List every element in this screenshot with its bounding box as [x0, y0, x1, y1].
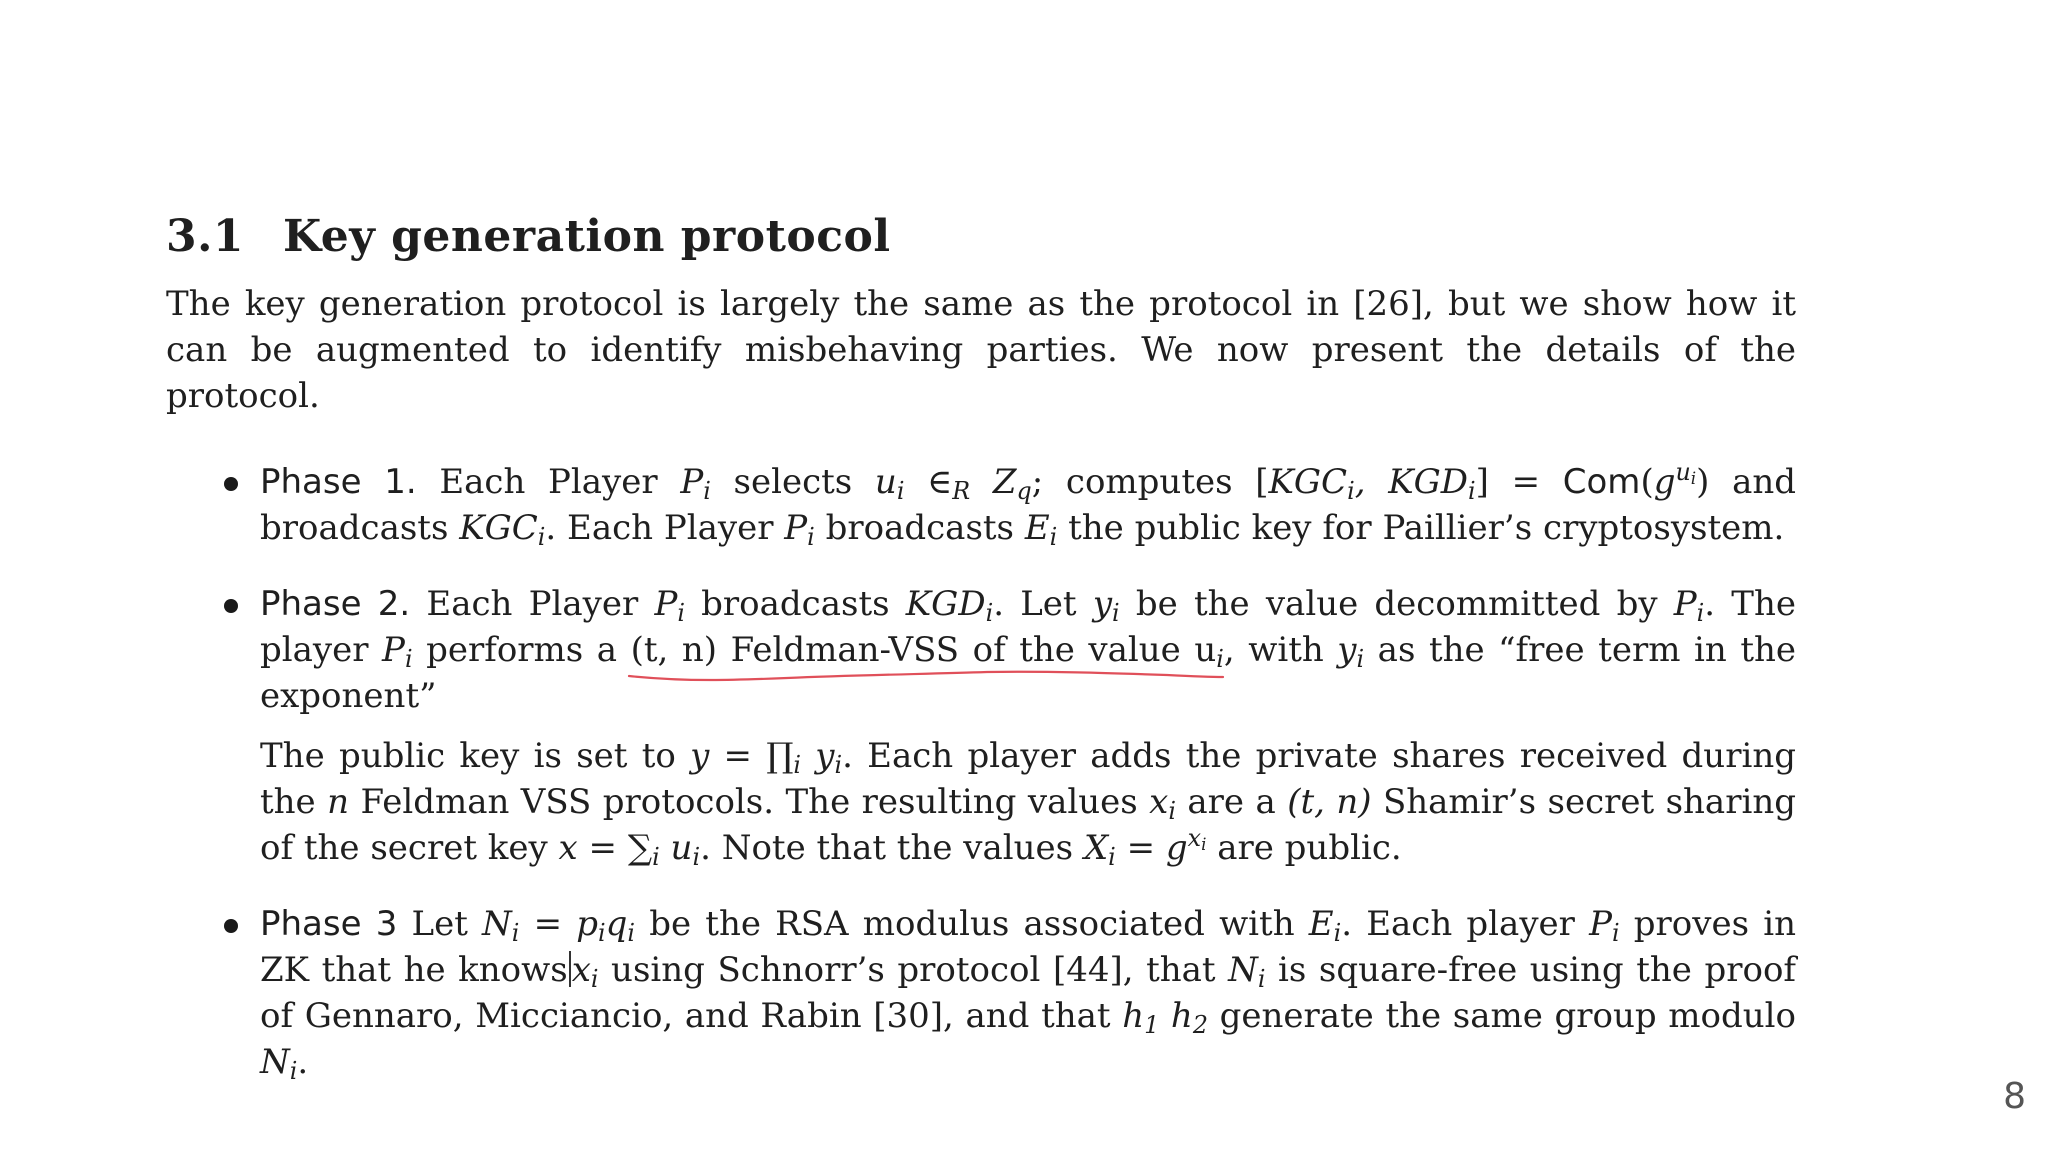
- commitment-expr: [$KGC_i$, $KGD_i] = Com(g^{u_i})$: [1255, 457, 1710, 505]
- section-title: Key generation protocol: [283, 210, 891, 262]
- paper-content: [166, 205, 1796, 1115]
- intro-paragraph: The key generation protocol is largely the same as the protocol in [26], but we show how it can be augmented to identify misbehaving parties. We now present the details of the protocol.: [166, 284, 1796, 416]
- section-number: 3.1: [166, 210, 245, 262]
- phase-2-item: [166, 581, 1796, 871]
- underline-stroke-icon: [627, 668, 1227, 688]
- phase-1-text: Phase 1. Each Player $P_i$ selects $u_i$ $\in_R$ $Z_q$; computes [$KGC_i$, $KGD_i] = Com(g^{u_i})$ and broadcasts $KGC_i$. Each Player $P_i$ broadcasts $E_i$ the public key for Paillier’s cryptosystem.: [260, 457, 1797, 551]
- section-heading: [166, 205, 1796, 267]
- phase-3-item: [166, 901, 1796, 1085]
- bullet-icon: [224, 599, 238, 613]
- phase-2-subparagraph: The public key is set to $y = \prod_i$ $y_i$. Each player adds the private shares received during the n Feldman VSS protocols. The resulting values $x_i$ are a (t, n) Shamir’s secret sharing of the secret key $x = \sum_i$ $u_i$. Note that the values $X_i = g^{x_i}$ are public.: [260, 736, 1796, 871]
- page-number: 8: [2003, 1076, 2026, 1117]
- text-cursor-icon: [569, 951, 571, 987]
- phase-3-text: Phase 3 Let $N_i = p_iq_i$ be the RSA modulus associated with $E_i$. Each player $P_i$ proves in ZK that he knows $x_i$ using Schnorr’s protocol [44], that $N_i$ is square-free using the proof of Gennaro, Micciancio, and Rabin [30], and that $h_1$ $h_2$ generate the same group modulo $N_i$.: [260, 904, 1796, 1085]
- phase-1-item: [166, 459, 1796, 551]
- phase-label: Phase 3: [260, 904, 398, 944]
- phase-list: [166, 459, 1796, 1085]
- phase-label: Phase 1.: [260, 462, 417, 502]
- handwritten-underline-annotation: (t, n) Feldman-VSS of the value $u_i$: [631, 630, 1224, 670]
- phase-2-text: Phase 2. Each Player $P_i$ broadcasts $KGD_i$. Let $y_i$ be the value decommitted by $P_i$. The player $P_i$ performs a (t, n) Feldman-VSS of the value $u_i$ , with $y_i$ as the “free term in the exponent”: [260, 584, 1797, 716]
- phase-label: Phase 2.: [260, 584, 411, 624]
- bullet-icon: [224, 477, 238, 491]
- bullet-icon: [224, 919, 238, 933]
